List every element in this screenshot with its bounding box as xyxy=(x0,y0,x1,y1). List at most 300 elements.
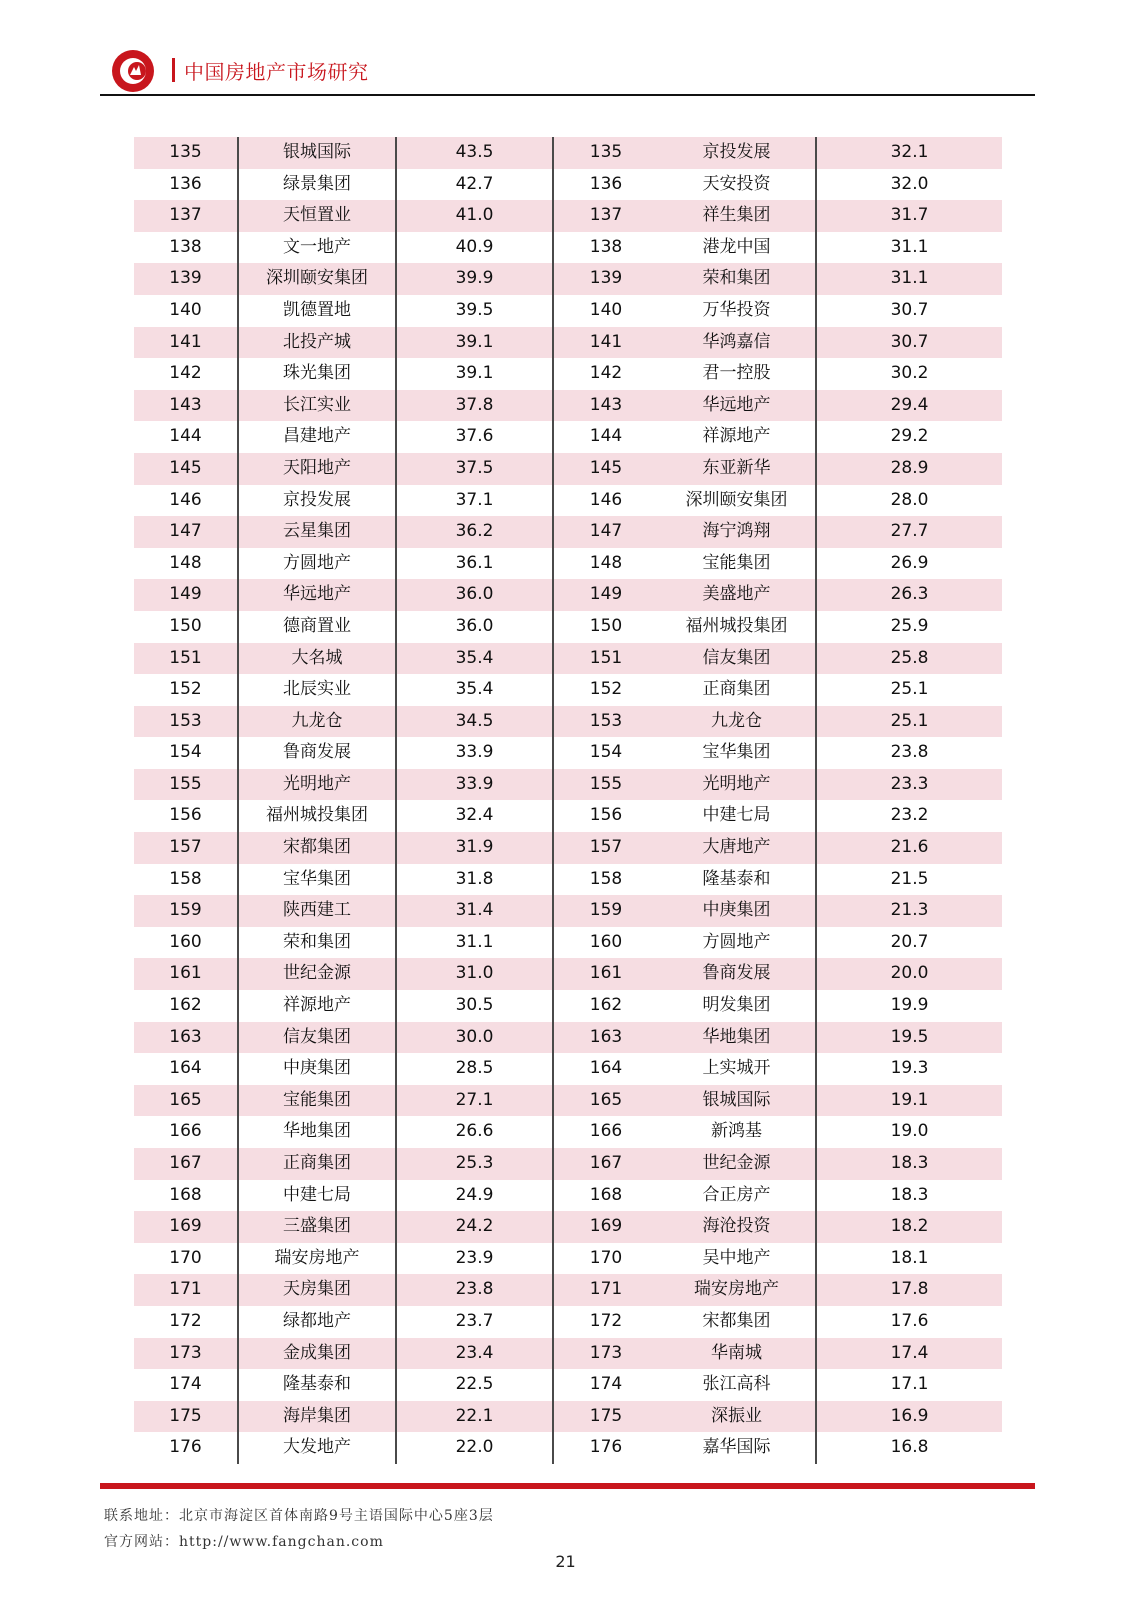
company-right-cell: 深振业 xyxy=(658,1401,816,1433)
value-left-cell: 34.5 xyxy=(396,706,553,738)
rank-right-cell: 149 xyxy=(553,579,658,611)
company-right-cell: 天安投资 xyxy=(658,169,816,201)
company-left-cell: 宋都集团 xyxy=(238,832,396,864)
rank-left-cell: 135 xyxy=(134,137,238,169)
value-right-cell: 17.4 xyxy=(816,1338,1002,1370)
table-row xyxy=(134,737,1002,769)
table-row xyxy=(134,1053,1002,1085)
company-right-cell: 合正房产 xyxy=(658,1180,816,1212)
value-right-cell: 32.1 xyxy=(816,137,1002,169)
value-right-cell: 19.0 xyxy=(890,1121,929,1142)
company-right-cell: 正商集团 xyxy=(658,674,816,706)
company-left-cell: 鲁商发展 xyxy=(238,737,396,769)
value-right-cell: 30.7 xyxy=(890,299,929,320)
brand-separator xyxy=(172,58,175,82)
rank-right-cell: 165 xyxy=(553,1085,658,1117)
rank-right-cell: 166 xyxy=(589,1121,623,1142)
company-right-cell: 祥源地产 xyxy=(658,421,816,453)
value-left-cell: 42.7 xyxy=(396,169,553,201)
rank-left-cell: 146 xyxy=(134,485,238,517)
rank-right-cell: 140 xyxy=(589,299,623,320)
table-row xyxy=(134,864,1002,896)
rank-right-cell: 168 xyxy=(589,1184,623,1205)
company-right-cell: 华南城 xyxy=(658,1338,816,1370)
value-left-cell: 39.1 xyxy=(396,327,553,359)
company-right-cell: 光明地产 xyxy=(658,769,816,801)
value-left-cell: 23.8 xyxy=(396,1274,553,1306)
rank-right-cell: 147 xyxy=(553,516,658,548)
rank-right-cell: 138 xyxy=(589,236,623,257)
rank-left-cell: 168 xyxy=(134,1180,238,1212)
rank-right-cell: 173 xyxy=(553,1338,658,1370)
company-left-cell: 银城国际 xyxy=(238,137,396,169)
company-right-cell: 吴中地产 xyxy=(658,1243,816,1275)
company-left-cell: 深圳颐安集团 xyxy=(238,263,396,295)
company-left-cell: 华地集团 xyxy=(238,1116,396,1148)
table-row xyxy=(134,327,1002,359)
company-left-cell: 文一地产 xyxy=(238,232,396,264)
value-left-cell: 31.1 xyxy=(396,927,553,959)
rank-left-cell: 170 xyxy=(134,1243,238,1275)
rank-right-cell: 164 xyxy=(589,1058,623,1079)
table-row xyxy=(134,137,1002,169)
table-row xyxy=(134,1022,1002,1054)
value-right-cell: 18.3 xyxy=(890,1184,929,1205)
table-row xyxy=(134,453,1002,485)
table-row xyxy=(134,1432,1002,1464)
value-left-cell: 36.0 xyxy=(396,579,553,611)
rank-left-cell: 142 xyxy=(134,358,238,390)
company-left-cell: 大发地产 xyxy=(238,1432,396,1464)
company-right-cell: 福州城投集团 xyxy=(658,611,816,643)
value-right-cell: 26.9 xyxy=(890,552,929,573)
table-row xyxy=(134,1148,1002,1180)
value-right-cell: 19.5 xyxy=(816,1022,1002,1054)
company-left-cell: 荣和集团 xyxy=(238,927,396,959)
value-right-cell: 16.9 xyxy=(816,1401,1002,1433)
rank-right-cell: 155 xyxy=(553,769,658,801)
rank-right-cell: 144 xyxy=(589,426,623,447)
value-right-cell: 19.1 xyxy=(816,1085,1002,1117)
company-left-cell: 瑞安房地产 xyxy=(238,1243,396,1275)
company-left-cell: 世纪金源 xyxy=(238,958,396,990)
rank-right-cell: 170 xyxy=(589,1247,623,1268)
value-left-cell: 30.0 xyxy=(396,1022,553,1054)
rank-left-cell: 140 xyxy=(134,295,238,327)
value-right-cell: 25.9 xyxy=(890,615,929,636)
value-right-cell: 19.3 xyxy=(890,1058,929,1079)
company-right-cell: 上实城开 xyxy=(658,1053,816,1085)
value-right-cell: 23.3 xyxy=(816,769,1002,801)
value-left-cell: 25.3 xyxy=(396,1148,553,1180)
value-left-cell: 23.9 xyxy=(396,1243,553,1275)
table-row xyxy=(134,1180,1002,1212)
company-right-cell: 深圳颐安集团 xyxy=(658,485,816,517)
value-right-cell: 28.0 xyxy=(890,489,929,510)
company-left-cell: 三盛集团 xyxy=(238,1211,396,1243)
value-left-cell: 23.7 xyxy=(396,1306,553,1338)
table-row xyxy=(134,1401,1002,1433)
value-left-cell: 24.2 xyxy=(396,1211,553,1243)
company-right-cell: 信友集团 xyxy=(658,643,816,675)
rank-right-cell: 167 xyxy=(553,1148,658,1180)
company-right-cell: 荣和集团 xyxy=(658,263,816,295)
rank-left-cell: 136 xyxy=(134,169,238,201)
company-right-cell: 海宁鸿翔 xyxy=(658,516,816,548)
company-right-cell: 张江高科 xyxy=(658,1369,816,1401)
footer-divider xyxy=(100,1483,1035,1489)
company-right-cell: 君一控股 xyxy=(658,358,816,390)
page-header xyxy=(0,0,1131,100)
company-left-cell: 陕西建工 xyxy=(238,895,396,927)
company-left-cell: 方圆地产 xyxy=(238,548,396,580)
value-right-cell: 29.2 xyxy=(890,426,929,447)
table-row xyxy=(134,832,1002,864)
value-right-cell: 17.6 xyxy=(890,1310,929,1331)
company-right-cell: 中建七局 xyxy=(658,800,816,832)
value-right-cell: 17.1 xyxy=(890,1374,929,1395)
value-right-cell: 30.2 xyxy=(890,363,929,384)
value-left-cell: 39.9 xyxy=(396,263,553,295)
value-right-cell: 29.4 xyxy=(816,390,1002,422)
table-row xyxy=(134,927,1002,959)
ranking-table xyxy=(134,137,1002,1464)
value-left-cell: 36.2 xyxy=(396,516,553,548)
company-left-cell: 云星集团 xyxy=(238,516,396,548)
company-right-cell: 中庚集团 xyxy=(658,895,816,927)
value-right-cell: 31.7 xyxy=(816,200,1002,232)
company-left-cell: 宝能集团 xyxy=(238,1085,396,1117)
value-left-cell: 35.4 xyxy=(396,674,553,706)
value-left-cell: 27.1 xyxy=(396,1085,553,1117)
rank-right-cell: 135 xyxy=(553,137,658,169)
rank-left-cell: 166 xyxy=(134,1116,238,1148)
rank-left-cell: 138 xyxy=(134,232,238,264)
rank-right-cell: 158 xyxy=(589,868,623,889)
rank-left-cell: 172 xyxy=(134,1306,238,1338)
company-right-cell: 嘉华国际 xyxy=(658,1432,816,1464)
rank-right-cell: 153 xyxy=(553,706,658,738)
rank-left-cell: 151 xyxy=(134,643,238,675)
company-left-cell: 华远地产 xyxy=(238,579,396,611)
company-right-cell: 银城国际 xyxy=(658,1085,816,1117)
company-left-cell: 绿都地产 xyxy=(238,1306,396,1338)
company-left-cell: 金成集团 xyxy=(238,1338,396,1370)
company-left-cell: 海岸集团 xyxy=(238,1401,396,1433)
table-row xyxy=(134,1338,1002,1370)
value-right-cell: 32.0 xyxy=(890,173,929,194)
rank-left-cell: 143 xyxy=(134,390,238,422)
value-right-cell: 25.8 xyxy=(816,643,1002,675)
rank-left-cell: 160 xyxy=(134,927,238,959)
value-left-cell: 39.5 xyxy=(396,295,553,327)
value-left-cell: 22.5 xyxy=(396,1369,553,1401)
rank-left-cell: 157 xyxy=(134,832,238,864)
company-logo-icon xyxy=(110,48,156,94)
company-right-cell: 明发集团 xyxy=(658,990,816,1022)
company-right-cell: 海沧投资 xyxy=(658,1211,816,1243)
rank-left-cell: 176 xyxy=(134,1432,238,1464)
rank-left-cell: 156 xyxy=(134,800,238,832)
value-right-cell: 23.2 xyxy=(890,805,929,826)
rank-right-cell: 151 xyxy=(553,643,658,675)
rank-right-cell: 157 xyxy=(553,832,658,864)
table-row xyxy=(134,1211,1002,1243)
company-right-cell: 美盛地产 xyxy=(658,579,816,611)
rank-right-cell: 176 xyxy=(589,1437,623,1458)
rank-right-cell: 169 xyxy=(553,1211,658,1243)
company-right-cell: 宋都集团 xyxy=(658,1306,816,1338)
rank-right-cell: 142 xyxy=(589,363,623,384)
page-number: 21 xyxy=(555,1552,576,1571)
table-row xyxy=(134,485,1002,517)
table-row xyxy=(134,769,1002,801)
company-right-cell: 新鸿基 xyxy=(658,1116,816,1148)
value-left-cell: 35.4 xyxy=(396,643,553,675)
table-row xyxy=(134,1085,1002,1117)
table-row xyxy=(134,1369,1002,1401)
rank-right-cell: 137 xyxy=(553,200,658,232)
rank-left-cell: 155 xyxy=(134,769,238,801)
rank-left-cell: 162 xyxy=(134,990,238,1022)
rank-left-cell: 150 xyxy=(134,611,238,643)
value-right-cell: 19.9 xyxy=(890,995,929,1016)
rank-right-cell: 154 xyxy=(589,742,623,763)
rank-left-cell: 175 xyxy=(134,1401,238,1433)
company-right-cell: 方圆地产 xyxy=(658,927,816,959)
value-right-cell: 20.0 xyxy=(816,958,1002,990)
company-left-cell: 凯德置地 xyxy=(238,295,396,327)
company-left-cell: 天恒置业 xyxy=(238,200,396,232)
company-right-cell: 宝华集团 xyxy=(658,737,816,769)
value-left-cell: 36.1 xyxy=(396,548,553,580)
rank-right-cell: 143 xyxy=(553,390,658,422)
table-row xyxy=(134,706,1002,738)
company-left-cell: 德商置业 xyxy=(238,611,396,643)
rank-left-cell: 154 xyxy=(134,737,238,769)
table-row xyxy=(134,421,1002,453)
rank-right-cell: 159 xyxy=(553,895,658,927)
company-left-cell: 祥源地产 xyxy=(238,990,396,1022)
value-left-cell: 32.4 xyxy=(396,800,553,832)
company-right-cell: 万华投资 xyxy=(658,295,816,327)
value-left-cell: 31.4 xyxy=(396,895,553,927)
company-left-cell: 天房集团 xyxy=(238,1274,396,1306)
brand-title: 中国房地产市场研究 xyxy=(184,60,369,84)
rank-left-cell: 141 xyxy=(134,327,238,359)
value-right-cell: 27.7 xyxy=(816,516,1002,548)
company-left-cell: 九龙仓 xyxy=(238,706,396,738)
table-row xyxy=(134,1243,1002,1275)
rank-right-cell: 150 xyxy=(589,615,623,636)
company-left-cell: 信友集团 xyxy=(238,1022,396,1054)
table-row xyxy=(134,169,1002,201)
value-left-cell: 22.1 xyxy=(396,1401,553,1433)
value-right-cell: 30.7 xyxy=(816,327,1002,359)
company-left-cell: 大名城 xyxy=(238,643,396,675)
table-row xyxy=(134,516,1002,548)
table-row xyxy=(134,200,1002,232)
value-left-cell: 30.5 xyxy=(396,990,553,1022)
table-row xyxy=(134,643,1002,675)
contact-address: 联系地址：北京市海淀区首体南路9号主语国际中心5座3层 xyxy=(104,1508,494,1524)
company-left-cell: 隆基泰和 xyxy=(238,1369,396,1401)
rank-right-cell: 160 xyxy=(589,931,623,952)
company-left-cell: 昌建地产 xyxy=(238,421,396,453)
company-left-cell: 京投发展 xyxy=(238,485,396,517)
value-right-cell: 18.2 xyxy=(816,1211,1002,1243)
value-right-cell: 18.1 xyxy=(890,1247,929,1268)
rank-left-cell: 147 xyxy=(134,516,238,548)
rank-right-cell: 141 xyxy=(553,327,658,359)
value-right-cell: 18.3 xyxy=(816,1148,1002,1180)
company-left-cell: 绿景集团 xyxy=(238,169,396,201)
ranking-table-body xyxy=(134,137,1002,1464)
value-left-cell: 31.8 xyxy=(396,864,553,896)
company-right-cell: 瑞安房地产 xyxy=(658,1274,816,1306)
value-left-cell: 37.1 xyxy=(396,485,553,517)
company-right-cell: 港龙中国 xyxy=(658,232,816,264)
table-row xyxy=(134,579,1002,611)
table-row xyxy=(134,990,1002,1022)
value-left-cell: 41.0 xyxy=(396,200,553,232)
value-left-cell: 43.5 xyxy=(396,137,553,169)
company-right-cell: 京投发展 xyxy=(658,137,816,169)
value-right-cell: 20.7 xyxy=(890,931,929,952)
rank-left-cell: 159 xyxy=(134,895,238,927)
value-right-cell: 21.5 xyxy=(890,868,929,889)
rank-right-cell: 175 xyxy=(553,1401,658,1433)
rank-right-cell: 145 xyxy=(553,453,658,485)
value-left-cell: 26.6 xyxy=(396,1116,553,1148)
value-left-cell: 24.9 xyxy=(396,1180,553,1212)
rank-left-cell: 164 xyxy=(134,1053,238,1085)
rank-right-cell: 146 xyxy=(589,489,623,510)
rank-left-cell: 171 xyxy=(134,1274,238,1306)
rank-left-cell: 158 xyxy=(134,864,238,896)
value-right-cell: 21.6 xyxy=(816,832,1002,864)
header-divider xyxy=(100,94,1035,96)
rank-left-cell: 153 xyxy=(134,706,238,738)
value-right-cell: 31.1 xyxy=(890,236,929,257)
official-website: 官方网站：http://www.fangchan.com xyxy=(104,1534,384,1550)
company-left-cell: 中建七局 xyxy=(238,1180,396,1212)
value-right-cell: 21.3 xyxy=(816,895,1002,927)
rank-right-cell: 156 xyxy=(589,805,623,826)
company-right-cell: 祥生集团 xyxy=(658,200,816,232)
rank-right-cell: 163 xyxy=(553,1022,658,1054)
rank-right-cell: 172 xyxy=(589,1310,623,1331)
table-row xyxy=(134,263,1002,295)
table-row xyxy=(134,611,1002,643)
value-left-cell: 31.9 xyxy=(396,832,553,864)
value-right-cell: 26.3 xyxy=(816,579,1002,611)
company-right-cell: 世纪金源 xyxy=(658,1148,816,1180)
company-right-cell: 隆基泰和 xyxy=(658,864,816,896)
value-left-cell: 23.4 xyxy=(396,1338,553,1370)
company-right-cell: 鲁商发展 xyxy=(658,958,816,990)
table-row xyxy=(134,895,1002,927)
company-left-cell: 北投产城 xyxy=(238,327,396,359)
company-right-cell: 华地集团 xyxy=(658,1022,816,1054)
rank-left-cell: 173 xyxy=(134,1338,238,1370)
table-row xyxy=(134,800,1002,832)
rank-right-cell: 148 xyxy=(589,552,623,573)
value-right-cell: 28.9 xyxy=(816,453,1002,485)
rank-left-cell: 169 xyxy=(134,1211,238,1243)
rank-left-cell: 137 xyxy=(134,200,238,232)
value-right-cell: 25.1 xyxy=(890,679,929,700)
table-row xyxy=(134,295,1002,327)
value-right-cell: 23.8 xyxy=(890,742,929,763)
rank-right-cell: 171 xyxy=(553,1274,658,1306)
value-left-cell: 36.0 xyxy=(396,611,553,643)
company-left-cell: 福州城投集团 xyxy=(238,800,396,832)
company-left-cell: 中庚集团 xyxy=(238,1053,396,1085)
value-left-cell: 28.5 xyxy=(396,1053,553,1085)
value-right-cell: 25.1 xyxy=(816,706,1002,738)
rank-left-cell: 161 xyxy=(134,958,238,990)
company-left-cell: 珠光集团 xyxy=(238,358,396,390)
rank-left-cell: 152 xyxy=(134,674,238,706)
table-row xyxy=(134,548,1002,580)
value-left-cell: 33.9 xyxy=(396,769,553,801)
table-row xyxy=(134,674,1002,706)
value-left-cell: 40.9 xyxy=(396,232,553,264)
table-row xyxy=(134,958,1002,990)
value-left-cell: 22.0 xyxy=(396,1432,553,1464)
company-right-cell: 九龙仓 xyxy=(658,706,816,738)
rank-left-cell: 145 xyxy=(134,453,238,485)
value-left-cell: 31.0 xyxy=(396,958,553,990)
rank-left-cell: 144 xyxy=(134,421,238,453)
rank-left-cell: 163 xyxy=(134,1022,238,1054)
rank-right-cell: 174 xyxy=(589,1374,623,1395)
table-row xyxy=(134,1306,1002,1338)
rank-left-cell: 148 xyxy=(134,548,238,580)
company-right-cell: 东亚新华 xyxy=(658,453,816,485)
company-right-cell: 宝能集团 xyxy=(658,548,816,580)
company-right-cell: 华鸿嘉信 xyxy=(658,327,816,359)
value-left-cell: 37.6 xyxy=(396,421,553,453)
company-left-cell: 宝华集团 xyxy=(238,864,396,896)
rank-right-cell: 136 xyxy=(589,173,623,194)
table-row xyxy=(134,358,1002,390)
value-left-cell: 37.5 xyxy=(396,453,553,485)
value-right-cell: 17.8 xyxy=(816,1274,1002,1306)
table-row xyxy=(134,1116,1002,1148)
table-row xyxy=(134,390,1002,422)
value-right-cell: 16.8 xyxy=(890,1437,929,1458)
value-right-cell: 31.1 xyxy=(816,263,1002,295)
table-row xyxy=(134,1274,1002,1306)
company-left-cell: 光明地产 xyxy=(238,769,396,801)
company-left-cell: 正商集团 xyxy=(238,1148,396,1180)
value-left-cell: 33.9 xyxy=(396,737,553,769)
rank-left-cell: 149 xyxy=(134,579,238,611)
rank-left-cell: 167 xyxy=(134,1148,238,1180)
rank-left-cell: 174 xyxy=(134,1369,238,1401)
rank-right-cell: 162 xyxy=(589,995,623,1016)
value-left-cell: 39.1 xyxy=(396,358,553,390)
rank-left-cell: 165 xyxy=(134,1085,238,1117)
rank-right-cell: 139 xyxy=(553,263,658,295)
company-right-cell: 华远地产 xyxy=(658,390,816,422)
company-left-cell: 天阳地产 xyxy=(238,453,396,485)
company-left-cell: 北辰实业 xyxy=(238,674,396,706)
company-left-cell: 长江实业 xyxy=(238,390,396,422)
rank-right-cell: 161 xyxy=(553,958,658,990)
